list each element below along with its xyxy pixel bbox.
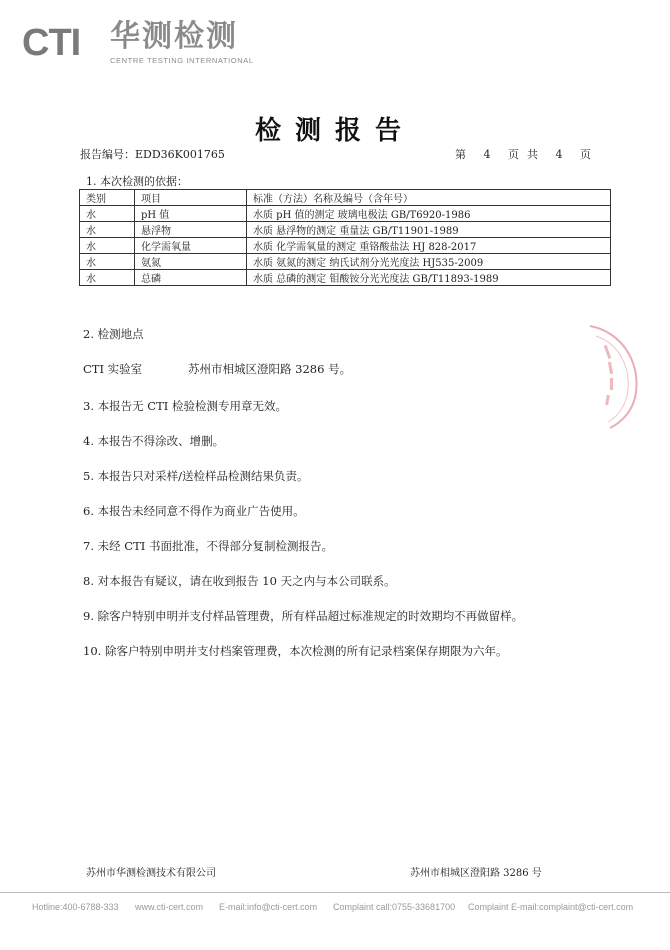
logo-chinese-name: 华测检测 (110, 19, 238, 54)
note-4: 4. 本报告不得涂改、增删。 (83, 434, 225, 448)
section-2-heading: 2. 检测地点 (83, 327, 144, 341)
basis-table (79, 189, 611, 286)
cell-category: 水 (80, 206, 135, 222)
header-standard: 标准（方法）名称及编号（含年号） (247, 190, 611, 206)
table-row (80, 270, 611, 286)
page-suffix: 页 (580, 148, 591, 161)
note-6: 6. 本报告未经同意不得作为商业广告使用。 (83, 504, 305, 518)
note-10: 10. 除客户特别申明并支付档案管理费，本次检测的所有记录档案保存期限为六年。 (83, 644, 508, 658)
cell-category: 水 (80, 270, 135, 286)
cell-item: 总磷 (135, 270, 247, 286)
footer-hotline: Hotline:400-6788-333 (32, 902, 119, 912)
footer-complaint-call: Complaint call:0755-33681700 (333, 902, 456, 912)
cell-item: 氨氮 (135, 254, 247, 270)
cell-category: 水 (80, 254, 135, 270)
note-7: 7. 未经 CTI 书面批准，不得部分复制检测报告。 (83, 539, 333, 553)
page-middle: 页共 (508, 148, 546, 161)
cell-item: 悬浮物 (135, 222, 247, 238)
page-current: 4 (483, 148, 491, 161)
cell-category: 水 (80, 222, 135, 238)
table-row (80, 254, 611, 270)
note-3: 3. 本报告无 CTI 检验检测专用章无效。 (83, 399, 287, 413)
report-title: 检测报告 (254, 116, 415, 146)
table-row (80, 238, 611, 254)
report-number: 报告编号：EDD36K001765 (80, 148, 225, 161)
cell-item: 化学需氧量 (135, 238, 247, 254)
footer-divider (0, 892, 670, 893)
header-item: 项目 (135, 190, 247, 206)
page-total: 4 (555, 148, 563, 161)
cell-standard: 水质 氨氮的测定 纳氏试剂分光光度法 HJ535-2009 (247, 254, 611, 270)
section-1-heading: 1. 本次检测的依据： (86, 175, 188, 188)
cell-standard: 水质 pH 值的测定 玻璃电极法 GB/T6920-1986 (247, 206, 611, 222)
lab-name: CTI 实验室 (83, 362, 143, 376)
page-prefix: 第 (455, 148, 466, 161)
table-row (80, 222, 611, 238)
note-9: 9. 除客户特别申明并支付样品管理费，所有样品超过标准规定的时效期均不再做留样。 (83, 609, 524, 623)
logo-english-name: CENTRE TESTING INTERNATIONAL (110, 56, 254, 65)
seal-stamp (582, 322, 642, 430)
footer-email: E-mail:info@cti-cert.com (219, 902, 318, 912)
table-header-row (80, 190, 611, 206)
cell-standard: 水质 悬浮物的测定 重量法 GB/T11901-1989 (247, 222, 611, 238)
note-5: 5. 本报告只对采样/送检样品检测结果负责。 (83, 469, 309, 483)
footer-company: 苏州市华测检测技术有限公司 (86, 868, 216, 879)
table-row (80, 206, 611, 222)
cell-standard: 水质 化学需氧量的测定 重铬酸盐法 HJ 828-2017 (247, 238, 611, 254)
cell-item: pH 值 (135, 206, 247, 222)
footer-address: 苏州市相城区澄阳路 3286 号 (410, 868, 542, 879)
cell-standard: 水质 总磷的测定 钼酸铵分光光度法 GB/T11893-1989 (247, 270, 611, 286)
header-category: 类别 (80, 190, 135, 206)
note-8: 8. 对本报告有疑议，请在收到报告 10 天之内与本公司联系。 (83, 574, 396, 588)
footer-website: www.cti-cert.com (135, 902, 204, 912)
logo-mark: CTI (22, 22, 81, 64)
lab-address: 苏州市相城区澄阳路 3286 号。 (188, 362, 352, 376)
footer-complaint-email: Complaint E-mail:complaint@cti-cert.com (468, 902, 634, 912)
page-info (455, 146, 591, 162)
cell-category: 水 (80, 238, 135, 254)
